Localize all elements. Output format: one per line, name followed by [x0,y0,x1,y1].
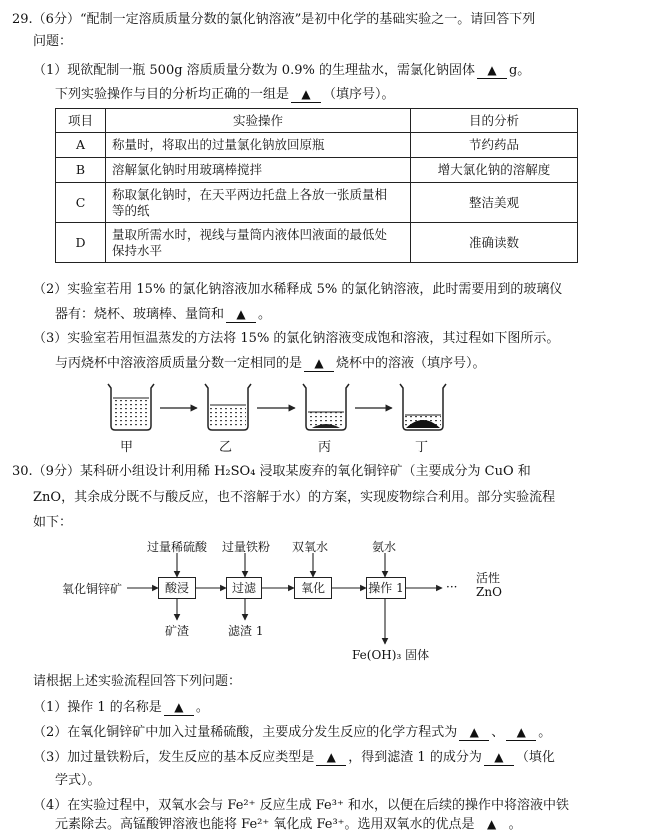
output-residue1: 滤渣 1 [228,624,264,638]
q30-sub2 [33,724,551,741]
q30-intro-line2: ZnO，其余成分既不与酸反应，也不溶解于水）的方案，实现废物综合利用。部分实验流程 [33,490,556,505]
flow-end-line2: ZnO [476,585,502,599]
q30-sub3-text2: ，得到滤渣 1 的成分为 [348,750,482,765]
blank-triangle-icon: ▲ [486,817,497,831]
q29-part3-hint: 烧杯中的溶液（填序号）。 [336,356,486,371]
flow-step-operation1: 操作 1 [366,577,406,599]
beaker-ding-icon [400,384,446,430]
table-cell-goal: 整洁美观 [411,183,578,223]
beaker-label-ding: 丁 [415,440,429,455]
answer-blank-30-3b[interactable] [482,749,516,766]
q30-sub3-text: （3）加过量铁粉后，发生反应的基本反应类型是 [33,750,315,765]
q29-intro-line1: 29.（6分）“配制一定溶质质量分数的氯化钠溶液”是初中化学的基础实验之一。请回答下列 [12,12,536,27]
output-slag: 矿渣 [165,624,190,638]
reagent-ammonia: 氨水 [372,540,397,554]
q29-part2-text: 器有：烧杯、玻璃棒、量筒和 [55,307,225,322]
q30-sub2-sep: 、 [491,725,505,740]
q30-sub2-end: 。 [538,725,552,740]
q30-sub2-text: （2）在氧化铜锌矿中加入过量稀硫酸，主要成分发生反应的化学方程式为 [33,725,458,740]
flow-start-ore: 氧化铜锌矿 [62,582,123,596]
blank-triangle-icon: ▲ [236,307,246,321]
q29-part2-line1: （2）实验室若用 15% 的氯化钠溶液加水稀释成 5% 的氯化钠溶液，此时需要用到的玻璃仪 [33,282,563,297]
answer-blank-30-1[interactable] [162,699,196,716]
q30-sub1-text: （1）操作 1 的名称是 [33,700,162,715]
table-cell-operation-line2: 等的纸 [112,202,150,218]
flow-end-active-zno [476,571,502,599]
q29-intro-line2: 问题： [33,34,73,49]
blank-triangle-icon: ▲ [314,356,324,370]
q30-sub3-line2: 学式）。 [55,773,101,788]
q29-part3-line1: （3）实验室若用恒温蒸发的方法将 15% 的氯化钠溶液变成饱和溶液，其过程如下图所示。 [33,331,560,346]
output-iron-hydroxide: Fe(OH)₃ 固体 [352,648,430,662]
q29-part1-hint: （填序号）。 [323,87,395,102]
flow-ellipsis: ··· [446,580,458,594]
table-cell-operation: 称量时，将取出的过量氯化钠放回原瓶 [106,133,411,158]
blank-triangle-icon: ▲ [301,87,311,101]
reagent-iron-powder: 过量铁粉 [222,540,271,554]
q30-sub3-hint: （填化 [515,750,555,765]
beaker-label-bing: 丙 [318,440,332,455]
blank-triangle-icon: ▲ [516,725,526,739]
blank-triangle-icon: ▲ [494,750,504,764]
q29-part2-end: 。 [258,307,272,322]
q29-part1-unit: g。 [508,63,531,78]
q30-sub1-end: 。 [195,700,209,715]
table-header-item: 项目 [56,109,106,133]
beaker-jia-icon [108,384,154,430]
beaker-label-yi: 乙 [219,440,233,455]
beaker-yi-icon [205,384,251,430]
q30-sub4-end: 。 [508,817,522,832]
table-header-operation: 实验操作 [106,109,411,133]
table-cell-operation-line2: 保持水平 [112,242,163,258]
table-cell-goal: 准确读数 [411,223,578,263]
q30-sub3 [33,749,555,766]
answer-blank-30-2a[interactable] [457,724,491,741]
q29-part3-text: 与丙烧杯中溶液溶质质量分数一定相同的是 [55,356,303,371]
q29-part1-text: （1）现欲配制一瓶 500g 溶质质量分数为 0.9% 的生理盐水，需氯化钠固体 [33,63,475,78]
table-cell-goal: 增大氯化钠的溶解度 [411,158,578,183]
q30-sub4-line1: （4）在实验过程中，双氧水会与 Fe²⁺ 反应生成 Fe³⁺ 和水，以便在后续的操作中将溶液中铁 [33,798,569,813]
table-cell-item: C [56,183,106,223]
table-cell-item: D [56,223,106,263]
flow-end-line1: 活性 [476,571,501,585]
table-cell-goal: 节约药品 [411,133,578,158]
reagent-hydrogen-peroxide: 双氧水 [292,540,329,554]
table-header-goal: 目的分析 [411,109,578,133]
answer-blank-30-4[interactable] [475,816,509,832]
q30-intro-line1: 30.（9分）某科研小组设计利用稀 H₂SO₄ 浸取某废弃的氧化铜锌矿（主要成分为 CuO 和 [12,464,531,479]
flow-step-oxidize: 氧化 [294,577,332,599]
answer-blank-30-2b[interactable] [504,724,538,741]
q30-sub4-line2 [55,816,522,832]
q30-ask: 请根据上述实验流程回答下列问题： [33,674,242,689]
blank-triangle-icon: ▲ [174,700,184,714]
q30-sub4-text: 元素除去。高锰酸钾溶液也能将 Fe²⁺ 氧化成 Fe³⁺。选用双氧水的优点是 [55,817,475,832]
table-cell-operation-line1: 量取所需水时，视线与量筒内液体凹液面的最低处 [112,226,388,242]
blank-triangle-icon: ▲ [326,750,336,764]
table-cell-item: B [56,158,106,183]
table-cell-operation: 溶解氯化钠时用玻璃棒搅拌 [106,158,411,183]
flow-step-acid-leach: 酸浸 [158,577,196,599]
blank-triangle-icon: ▲ [469,725,479,739]
q30-sub1 [33,699,209,716]
table-cell-item: A [56,133,106,158]
flow-step-filter: 过滤 [226,577,262,599]
q30-intro-line3: 如下： [33,515,73,530]
beaker-label-jia: 甲 [120,440,134,455]
table-cell-operation-line1: 称取氯化钠时，在天平两边托盘上各放一张质量相 [112,186,388,202]
blank-triangle-icon: ▲ [487,63,497,77]
q29-part1-question: 下列实验操作与目的分析均正确的一组是 [55,87,290,102]
beaker-bing-icon [303,384,349,430]
answer-blank-30-3a[interactable] [314,749,348,766]
reagent-dilute-sulfuric-acid: 过量稀硫酸 [147,540,208,554]
